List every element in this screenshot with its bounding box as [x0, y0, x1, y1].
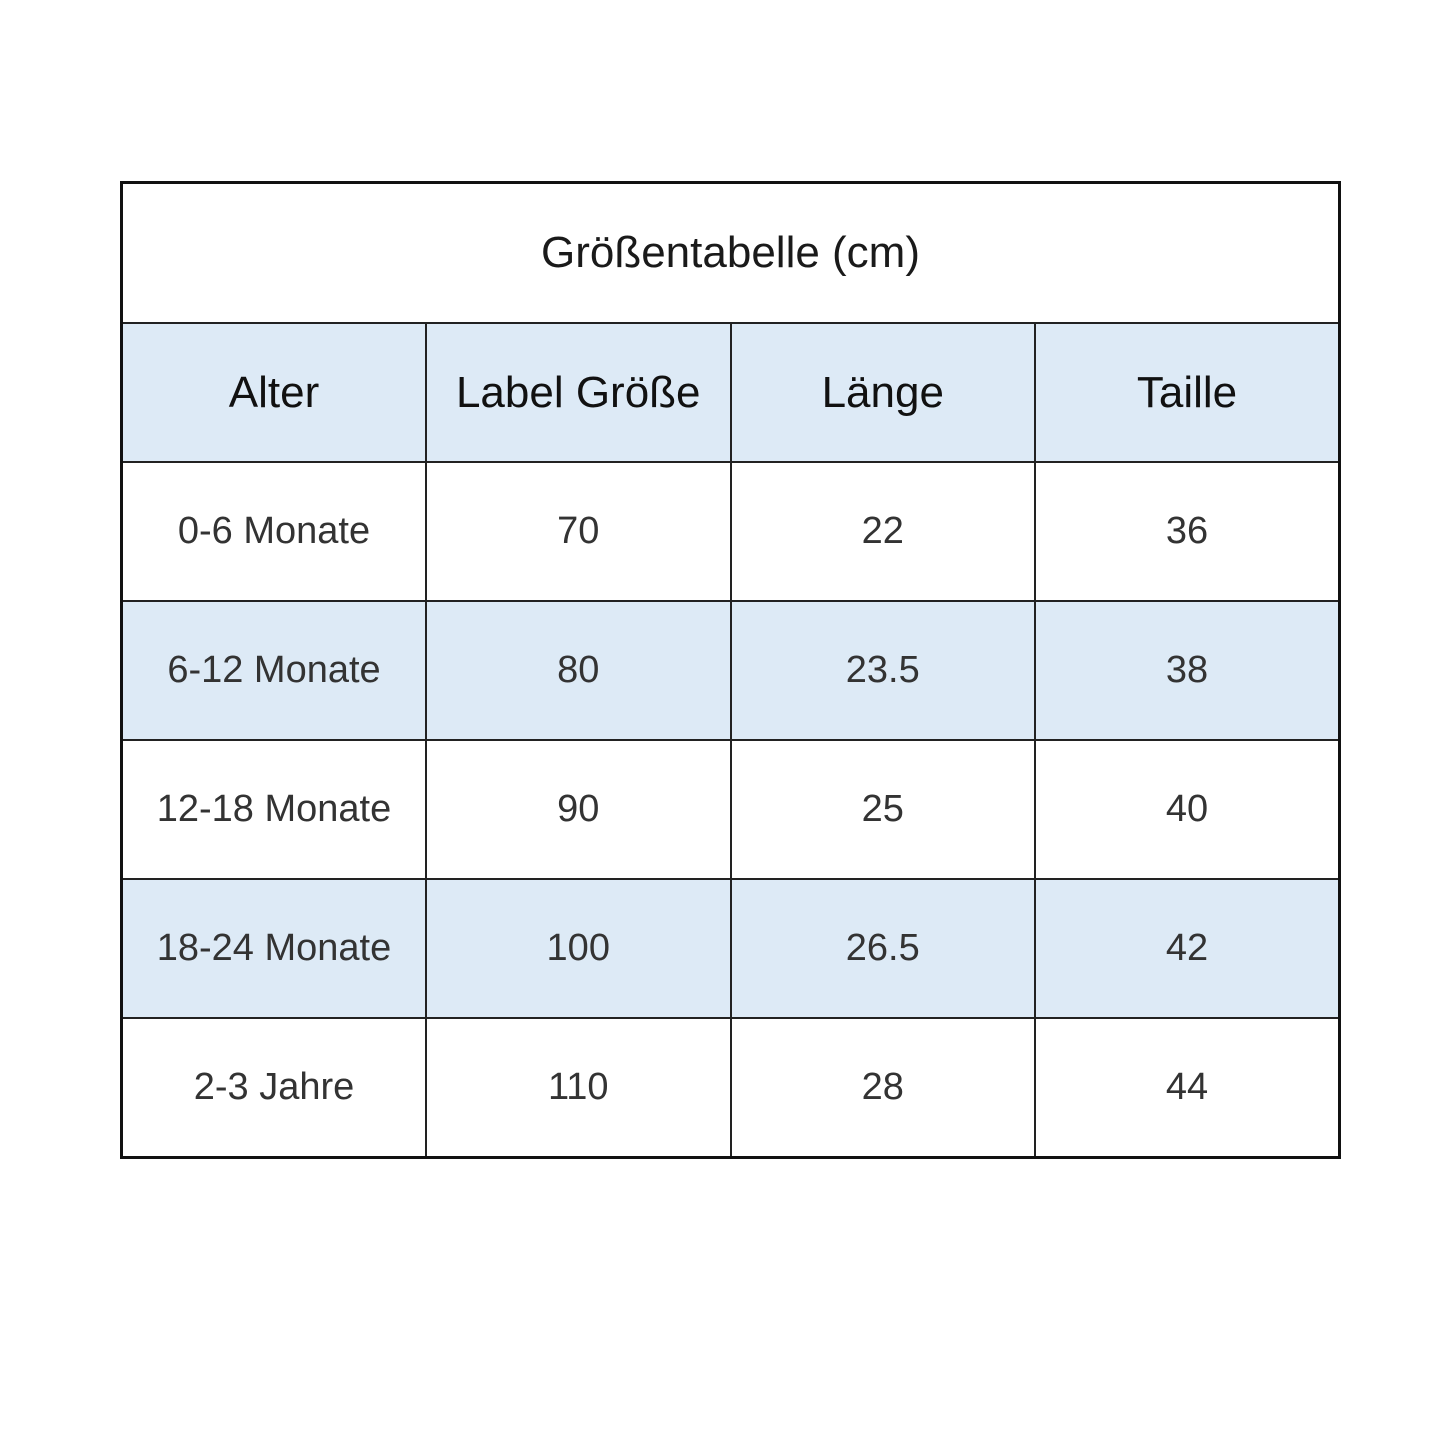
- size-chart-table: [120, 181, 1341, 1159]
- column-header-length: Länge: [731, 323, 1036, 462]
- cell-label-size: 110: [426, 1018, 731, 1158]
- cell-waist: 36: [1035, 462, 1340, 601]
- cell-length: 23.5: [731, 601, 1036, 740]
- cell-age: 18-24 Monate: [122, 879, 427, 1018]
- cell-label-size: 90: [426, 740, 731, 879]
- table-title-row: [122, 183, 1340, 324]
- cell-length: 25: [731, 740, 1036, 879]
- table-row: [122, 740, 1340, 879]
- column-header-age: Alter: [122, 323, 427, 462]
- cell-age: 6-12 Monate: [122, 601, 427, 740]
- cell-waist: 42: [1035, 879, 1340, 1018]
- table-row: [122, 462, 1340, 601]
- table-row: [122, 1018, 1340, 1158]
- table-row: [122, 601, 1340, 740]
- cell-length: 22: [731, 462, 1036, 601]
- table-header-row: [122, 323, 1340, 462]
- table-title: Größentabelle (cm): [122, 183, 1340, 324]
- cell-age: 12-18 Monate: [122, 740, 427, 879]
- cell-label-size: 70: [426, 462, 731, 601]
- column-header-waist: Taille: [1035, 323, 1340, 462]
- cell-length: 26.5: [731, 879, 1036, 1018]
- cell-length: 28: [731, 1018, 1036, 1158]
- cell-label-size: 80: [426, 601, 731, 740]
- cell-label-size: 100: [426, 879, 731, 1018]
- cell-waist: 40: [1035, 740, 1340, 879]
- table-row: [122, 879, 1340, 1018]
- cell-age: 2-3 Jahre: [122, 1018, 427, 1158]
- column-header-label-size: Label Größe: [426, 323, 731, 462]
- cell-waist: 38: [1035, 601, 1340, 740]
- cell-waist: 44: [1035, 1018, 1340, 1158]
- cell-age: 0-6 Monate: [122, 462, 427, 601]
